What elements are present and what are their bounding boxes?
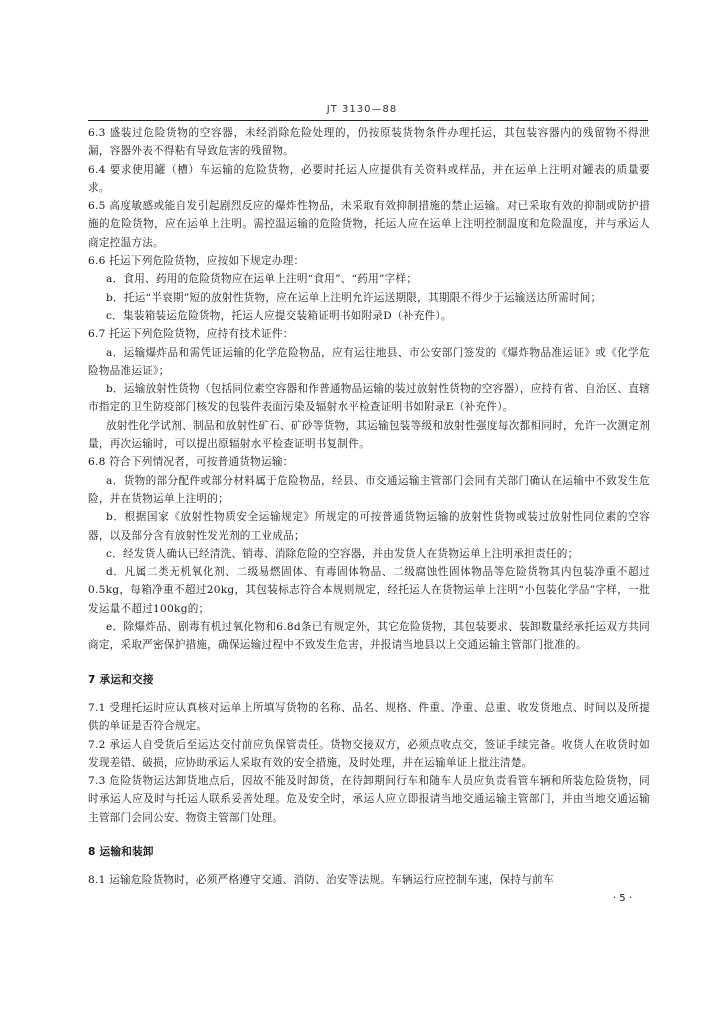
clause-7-2: 7.2 承运人自受货后至运达交付前应负保管责任。货物交接双方，必须点收点交，签证手续完备。收货人在收货时如发现差错、破损，应协助承运人采取有效的安全措施，及时处理，并在运输单证上批注清楚。 [88,738,650,769]
page-number: · 5 · [612,893,632,904]
clause-6-6-b: b．托运“半衰期”短的放射性货物，应在运单上注明允许运送期限，其期限不得少于运输送达所需时间； [106,291,602,304]
clause-6-6-c: c．集装箱装运危险货物，托运人应提交装箱证明书如附录D（补充件）。 [106,309,452,322]
clause-7-3: 7.3 危险货物运达卸货地点后，因故不能及时卸货，在待卸期间行车和随车人员应负责看管车辆和所装危险货物，同时承运人应及时与托运人联系妥善处理。危及安全时，承运人应立即报请当地交通运输主管部门，并由当地交通运输主管部门会同公安、物资主管部门处理。 [88,775,650,824]
clause-6-6: 6.6 托运下列危险货物，应按如下规定办理： [88,255,305,268]
clause-6-8-b: b．根据国家《放射性物质安全运输规定》所规定的可按普通货物运输的放射性货物或装过放射性同位素的空容器，以及部分含有放射性发光剂的工业成品； [88,511,650,542]
clause-6-7-a: a．运输爆炸品和需凭证运输的化学危险物品，应有运往地县、市公安部门签发的《爆炸物品准运证》或《化学危险物品准运证》； [88,346,650,377]
clause-6-8-a: a．货物的部分配件或部分材料属于危险物品，经县、市交通运输主管部门会同有关部门确认在运输中不致发生危险，并在货物运单上注明的； [88,474,650,505]
clause-6-8-d: d．凡属二类无机氧化剂、二级易燃固体、有毒固体物品、二级腐蚀性固体物品等危险货物其内包装净重不超过0.5kg，每箱净重不超过20kg，其包装标志符合本规则规定，经托运人在货物运单上注明“小包装化学品”字样，一批发运量不超过100kg的； [88,566,650,615]
section-8-paragraphs [88,871,650,889]
clause-6-6-a: a．食用、药用的危险货物应在运单上注明“食用”、“药用”字样； [106,273,418,286]
section-8-heading: 8 运输和装卸 [88,845,154,858]
page-header-code: JT 3130—88 [326,104,398,115]
clause-6-8-e: e．除爆炸品、剧毒有机过氧化物和6.8d条已有规定外，其它危险货物，其包装要求、装卸数量经承托运双方共同商定，采取严密保护措施，确保运输过程中不致发生危害，并报请当地县以上交通运输主管部门批准的。 [88,621,650,652]
section-7-paragraphs [88,699,650,827]
clause-7-1: 7.1 受理托运时应认真核对运单上所填写货物的名称、品名、规格、件重、净重、总重、收发货地点、时间以及所提供的单证是否符合规定。 [88,701,650,733]
section-7-heading: 7 承运和交接 [88,673,154,686]
clause-6-8-c: c．经发货人确认已经清洗、销毒、消除危险的空容器，并由发货人在货物运单上注明承担责任的； [106,547,579,560]
clause-6-8: 6.8 符合下列情况者，可按普通货物运输： [88,456,294,469]
clause-8-1: 8.1 运输危险货物时，必须严格遵守交通、消防、治安等法规。车辆运行应控制车速，保持与前车 [88,874,554,887]
clause-6-7-b: b．运输放射性货物（包括同位素空容器和作普通物品运输的装过放射性货物的空容器），应持有省、自治区、直辖市指定的卫生防疫部门核发的包装件表面污染及辐射水平检查证明书如附录E（补充件）。 [88,383,650,414]
clause-6-3: 6.3 盛装过危险货物的空容器，未经消除危险处理的，仍按原装货物条件办理托运，其包装容器内的残留物不得泄漏，容器外表不得粘有导致危害的残留物。 [88,127,650,158]
clause-6-7: 6.7 托运下列危险货物，应持有技术证件： [88,328,294,341]
clause-6-7-note: 放射性化学试剂、制品和放射性矿石、矿砂等货物，其运输包装等级和放射性强度每次都相同时，允许一次测定剂量，再次运输时，可以提出原辐射水平检查证明书复制件。 [88,419,650,451]
header-rule [88,120,648,121]
clause-6-5: 6.5 高度敏感或能自发引起剧烈反应的爆炸性物品，未采取有效抑制措施的禁止运输。对已采取有效的抑制或防护措施的危险货物，应在运单上注明。需控温运输的危险货物，托运人应在运单上注明控制温度和危险温度，并与承运人商定控温方法。 [88,200,650,249]
clause-6-4: 6.4 要求使用罐（槽）车运输的危险货物，必要时托运人应提供有关资料或样品，并在运单上注明对罐表的质量要求。 [88,163,650,194]
document-body [88,124,650,890]
section-6-paragraphs [88,124,650,655]
